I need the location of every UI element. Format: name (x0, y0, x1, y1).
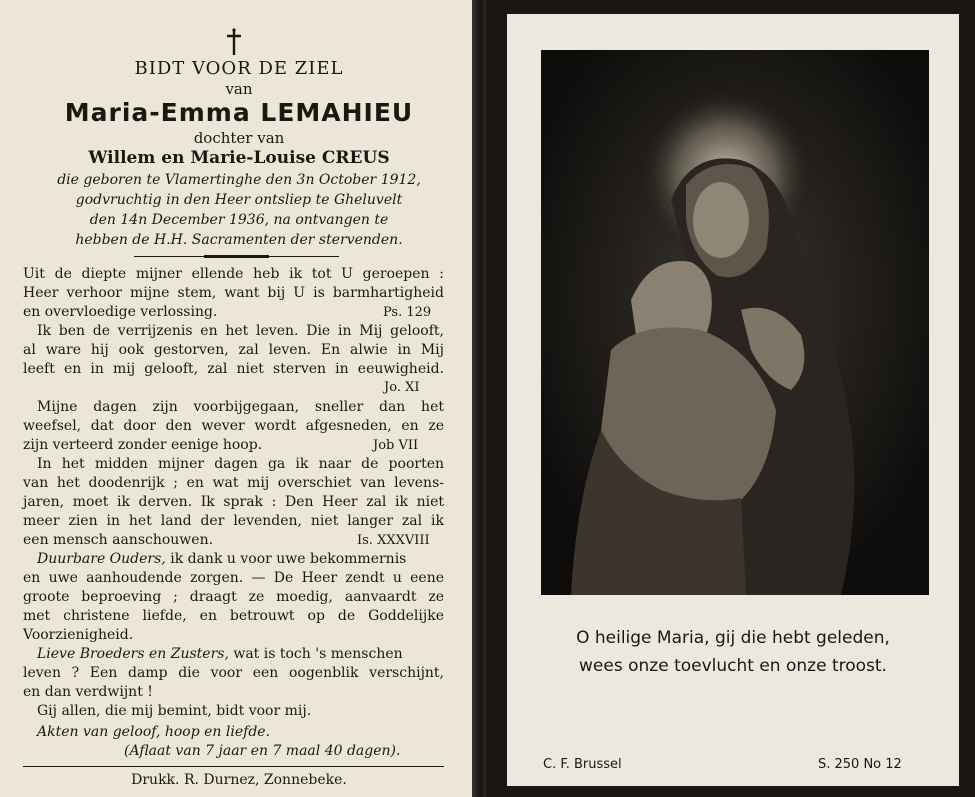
text-line: leeft en in mij gelooft, zal niet sterven in eeuwigheid. (23, 361, 444, 377)
series-number: S. 250 No 12 (818, 757, 902, 772)
prayer-line: O heilige Maria, gij die hebt geleden, (576, 628, 890, 648)
text-line: een mensch aanschouwen. (23, 532, 214, 548)
indulgence-text: (Aflaat van 7 jaar en 7 maal 40 dagen). (124, 743, 401, 759)
indulgence-heading: Akten van geloof, hoop en liefde. (37, 724, 271, 740)
scripture-reference: Job VII (373, 438, 419, 453)
text-line: van het doodenrijk ; en wat mij overschiet van levens- (23, 475, 444, 491)
text-line: zijn verteerd zonder eenige hoop. (23, 437, 263, 453)
van-text: van (225, 80, 253, 98)
address-parents: Duurbare Ouders, (37, 551, 166, 567)
text-line (37, 551, 406, 567)
mary-with-child-illustration (541, 50, 929, 595)
divider (204, 255, 269, 258)
text-line: weefsel, dat door den wever wordt afgesneden, en ze (23, 418, 444, 434)
text-line: en uwe aanhoudende zorgen. — De Heer zendt u eene (23, 570, 444, 586)
heading: BIDT VOOR DE ZIEL (134, 58, 344, 79)
text-line: met christene liefde, en betrouwt op de Goddelijke (23, 608, 444, 624)
text-line: en overvloedige verlossing. (23, 304, 218, 320)
text-line: jaren, moet ik derven. Ik sprak : Den Heer zal ik niet (23, 494, 444, 510)
text-line: Heer verhoor mijne stem, want bij U is barmhartigheid (23, 285, 444, 301)
bio-line: die geboren te Vlamertinghe den 3n October 1912, (57, 172, 421, 188)
text-line: meer zien in het land der levenden, niet langer zal ik (23, 513, 444, 529)
scripture-reference: Is. XXXVIII (357, 533, 430, 548)
deceased-name: Maria-Emma LEMAHIEU (64, 98, 414, 127)
bio-line: den 14n December 1936, na ontvangen te (89, 212, 389, 228)
text-line: al ware hij ook gestorven, zal leven. En alwie in Mij (23, 342, 444, 358)
daughter-of-text: dochter van (193, 129, 285, 147)
text-line: Uit de diepte mijner ellende heb ik tot U geroepen : (23, 266, 444, 282)
devotional-image (541, 50, 929, 595)
prayer-line: wees onze toevlucht en onze troost. (579, 656, 887, 676)
printer-credit: Drukk. R. Durnez, Zonnebeke. (131, 772, 347, 788)
text-span: wat is toch 's menschen (228, 646, 403, 662)
bio-line: hebben de H.H. Sacramenten der stervenden. (75, 232, 403, 248)
text-line: Gij allen, die mij bemint, bidt voor mij. (37, 703, 312, 719)
text-line: leven ? Een damp die voor een oogenblik verschijnt, (23, 665, 444, 681)
text-line: In het midden mijner dagen ga ik naar de poorten (37, 456, 444, 472)
scripture-reference: Ps. 129 (383, 305, 432, 320)
text-line: groote beproeving ; draagt ze moedig, aanvaardt ze (23, 589, 444, 605)
divider (23, 766, 444, 767)
text-line: en dan verdwijnt ! (23, 684, 153, 700)
scripture-reference: Jo. XI (384, 380, 420, 395)
text-line: Voorzienigheid. (23, 627, 134, 643)
divider (269, 256, 339, 257)
parents-names: Willem en Marie-Louise CREUS (88, 148, 390, 168)
bio-line: godvruchtig in den Heer ontsliep te Gheluvelt (75, 192, 403, 208)
divider (134, 256, 204, 257)
address-siblings: Lieve Broeders en Zusters, (37, 646, 229, 662)
publisher-credit: C. F. Brussel (543, 757, 622, 772)
text-line: Ik ben de verrijzenis en het leven. Die in Mij gelooft, (37, 323, 444, 339)
cross-icon (223, 28, 245, 56)
text-span: ik dank u voor uwe bekommernis (165, 551, 407, 567)
text-line: Mijne dagen zijn voorbijgegaan, sneller dan het (37, 399, 444, 415)
text-line (37, 646, 403, 662)
